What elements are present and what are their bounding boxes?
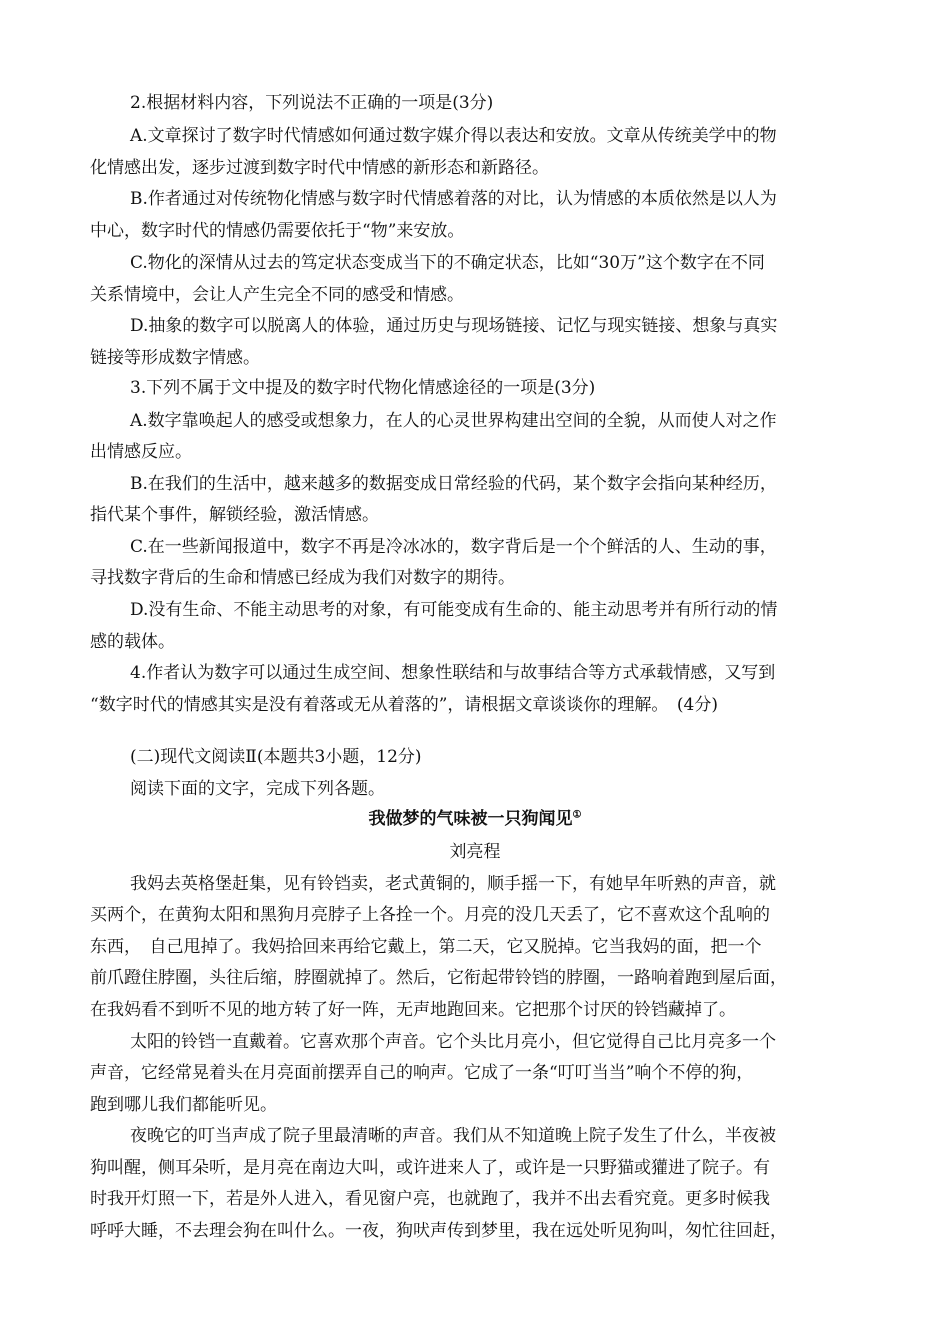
article-paragraph-3-line: 狗叫醒，侧耳朵听，是月亮在南边大叫，或许进来人了，或许是一只野猫或獾进了院子。有 (90, 1158, 770, 1178)
article-paragraph-3-line: 呼呼大睡，不去理会狗在叫什么。一夜，狗吠声传到梦里，我在远处听见狗叫，匆忙往回赶， (90, 1221, 787, 1241)
article-paragraph-1-line: 东西， 自己甩掉了。我妈拾回来再给它戴上，第二天，它又脱掉。它当我妈的面，把一个 (90, 937, 762, 957)
question-3-option-a-cont: 出情感反应。 (90, 442, 192, 462)
question-2-option-a: A.文章探讨了数字时代情感如何通过数字媒介得以表达和安放。文章从传统美学中的物 (130, 126, 777, 146)
article-title (90, 808, 860, 830)
article-paragraph-1-line: 我妈去英格堡赶集，见有铃铛卖，老式黄铜的，顺手摇一下，有她早年听熟的声音，就 (130, 874, 776, 894)
article-paragraph-2-line: 跑到哪儿我们都能听见。 (90, 1095, 277, 1115)
question-2-option-b: B.作者通过对传统物化情感与数字时代情感着落的对比，认为情感的本质依然是以人为 (130, 189, 777, 209)
question-2-option-c-cont: 关系情境中，会让人产生完全不同的感受和情感。 (90, 285, 464, 305)
question-3-option-d-cont: 感的载体。 (90, 632, 175, 652)
article-paragraph-2-line: 声音，它经常晃着头在月亮面前摆弄自己的响声。它成了一条“叮叮当当”响个不停的狗， (90, 1063, 754, 1083)
article-title-text: 我做梦的气味被一只狗闻见 (368, 809, 573, 829)
question-3-option-c-cont: 寻找数字背后的生命和情感已经成为我们对数字的期待。 (90, 568, 515, 588)
question-3-option-b: B.在我们的生活中，越来越多的数据变成日常经验的代码，某个数字会指向某种经历， (130, 474, 777, 494)
article-paragraph-3-line: 时我开灯照一下，若是外人进入，看见窗户亮，也就跑了，我并不出去看究竟。更多时候我 (90, 1189, 770, 1209)
article-author: 刘亮程 (449, 842, 501, 862)
article-paragraph-1-line: 前爪蹬住脖圈，头往后缩，脖圈就掉了。然后，它衔起带铃铛的脖圈，一路响着跑到屋后面， (90, 968, 787, 988)
section-instruction: 阅读下面的文字，完成下列各题。 (130, 779, 385, 799)
question-2-option-c: C.物化的深情从过去的笃定状态变成当下的不确定状态，比如“30万”这个数字在不同 (130, 253, 765, 273)
question-3-option-c: C.在一些新闻报道中，数字不再是冷冰冰的，数字背后是一个个鲜活的人、生动的事， (130, 537, 777, 557)
question-3-stem: 3.下列不属于文中提及的数字时代物化情感途径的一项是(3分) (130, 378, 596, 398)
question-2-option-b-cont: 中心，数字时代的情感仍需要依托于“物”来安放。 (90, 221, 465, 241)
question-4-stem-cont: “数字时代的情感其实是没有着落或无从着落的”，请根据文章谈谈你的理解。 (4分) (90, 695, 718, 715)
question-3-option-a: A.数字靠唤起人的感受或想象力，在人的心灵世界构建出空间的全貌，从而使人对之作 (130, 411, 777, 431)
article-paragraph-1-line: 买两个，在黄狗太阳和黑狗月亮脖子上各拴一个。月亮的没几天丢了，它不喜欢这个乱响的 (90, 905, 770, 925)
article-paragraph-1-line: 在我妈看不到听不见的地方转了好一阵，无声地跑回来。它把那个讨厌的铃铛藏掉了。 (90, 1000, 736, 1020)
question-2-option-d: D.抽象的数字可以脱离人的体验，通过历史与现场链接、记忆与现实链接、想象与真实 (130, 316, 778, 336)
question-2-option-a-cont: 化情感出发，逐步过渡到数字时代中情感的新形态和新路径。 (90, 158, 549, 178)
section-heading: (二)现代文阅读Ⅱ(本题共3小题，12分) (130, 747, 422, 767)
question-4-stem: 4.作者认为数字可以通过生成空间、想象性联结和与故事结合等方式承载情感，又写到 (130, 663, 776, 683)
question-3-option-b-cont: 指代某个事件，解锁经验，激活情感。 (90, 505, 379, 525)
question-2-stem: 2.根据材料内容，下列说法不正确的一项是(3分) (130, 93, 494, 113)
article-paragraph-3-line: 夜晚它的叮当声成了院子里最清晰的声音。我们从不知道晚上院子发生了什么，半夜被 (130, 1126, 776, 1146)
question-3-option-d: D.没有生命、不能主动思考的对象，有可能变成有生命的、能主动思考并有所行动的情 (130, 600, 778, 620)
article-paragraph-2-line: 太阳的铃铛一直戴着。它喜欢那个声音。它个头比月亮小，但它觉得自己比月亮多一个 (130, 1032, 776, 1052)
footnote-mark: ① (572, 809, 582, 821)
question-2-option-d-cont: 链接等形成数字情感。 (90, 348, 260, 368)
